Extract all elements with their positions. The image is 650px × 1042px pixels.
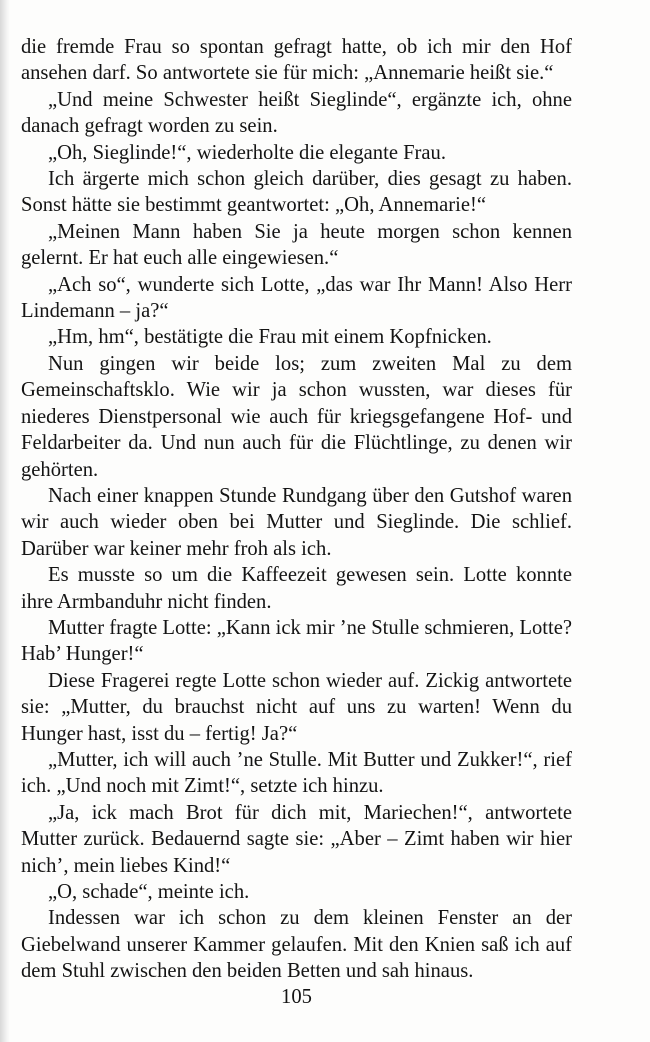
- page-binding-shadow: [0, 0, 10, 1042]
- paragraph-15: „O, schade“, meinte ich.: [48, 881, 250, 903]
- page-number: 105: [281, 986, 312, 1008]
- body-text: [21, 34, 572, 985]
- paragraph-13: „Mutter, ich will auch ’ne Stulle. Mit Butter und Zukker!“, rief ich. „Und noch mit Zimt!“, setzte ich hinzu.: [21, 748, 572, 798]
- paragraph-3: „Oh, Sieglinde!“, wiederholte die elegante Frau.: [48, 141, 446, 164]
- paragraph-6: „Ach so“, wunderte sich Lotte, „das war Ihr Mann! Also Herr Lindemann – ja?“: [21, 273, 572, 323]
- paragraph-1: die fremde Frau so spontan gefragt hatte, ob ich mir den Hof ansehen darf. So antwortete sie für mich: „Annemarie heißt sie.“: [21, 36, 572, 85]
- paragraph-4: Ich ärgerte mich schon gleich darüber, dies gesagt zu haben. Sonst hätte sie bestimmt geantwortet: „Oh, Annemarie!“: [21, 168, 572, 217]
- paragraph-11: Mutter fragte Lotte: „Kann ick mir ’ne Stulle schmieren, Lotte? Hab’ Hunger!“: [21, 616, 572, 666]
- paragraph-8: Nun gingen wir beide los; zum zweiten Mal zu dem Gemeinschaftsklo. Wie wir ja schon wussten, war dieses für niederes Dienstpersonal wie auch für kriegsgefangene Hof- und Feldarbeiter da. Und nun auch für die Flüchtlinge, zu denen wir gehörten.: [21, 352, 572, 481]
- paragraph-2: „Und meine Schwester heißt Sieglinde“, ergänzte ich, ohne danach gefragt worden zu sein.: [21, 88, 572, 138]
- paragraph-10: Es musste so um die Kaffeezeit gewesen sein. Lotte konnte ihre Armbanduhr nicht finden.: [21, 564, 572, 613]
- paragraph-16: Indessen war ich schon zu dem kleinen Fenster an der Giebelwand unserer Kammer gelaufen. Mit den Knien saß ich auf dem Stuhl zwischen den beiden Betten und sah hinaus.: [21, 907, 572, 983]
- paragraph-5: „Meinen Mann haben Sie ja heute morgen schon kennen gelernt. Er hat euch alle eingewiesen.“: [21, 220, 572, 270]
- paragraph-12: Diese Fragerei regte Lotte schon wieder auf. Zickig antwortete sie: „Mutter, du brauchst nicht auf uns zu warten! Wenn du Hunger hast, isst du – fertig! Ja?“: [21, 669, 572, 745]
- paragraph-7: „Hm, hm“, bestätigte die Frau mit einem Kopfnicken.: [48, 326, 492, 349]
- paragraph-9: Nach einer knappen Stunde Rundgang über den Gutshof waren wir auch wieder oben bei Mutter und Sieglinde. Die schlief. Darüber war keiner mehr froh als ich.: [21, 484, 572, 560]
- paragraph-14: „Ja, ick mach Brot für dich mit, Mariechen!“, antwortete Mutter zurück. Bedauernd sagte sie: „Aber – Zimt haben wir hier nich’, mein liebes Kind!“: [21, 801, 572, 877]
